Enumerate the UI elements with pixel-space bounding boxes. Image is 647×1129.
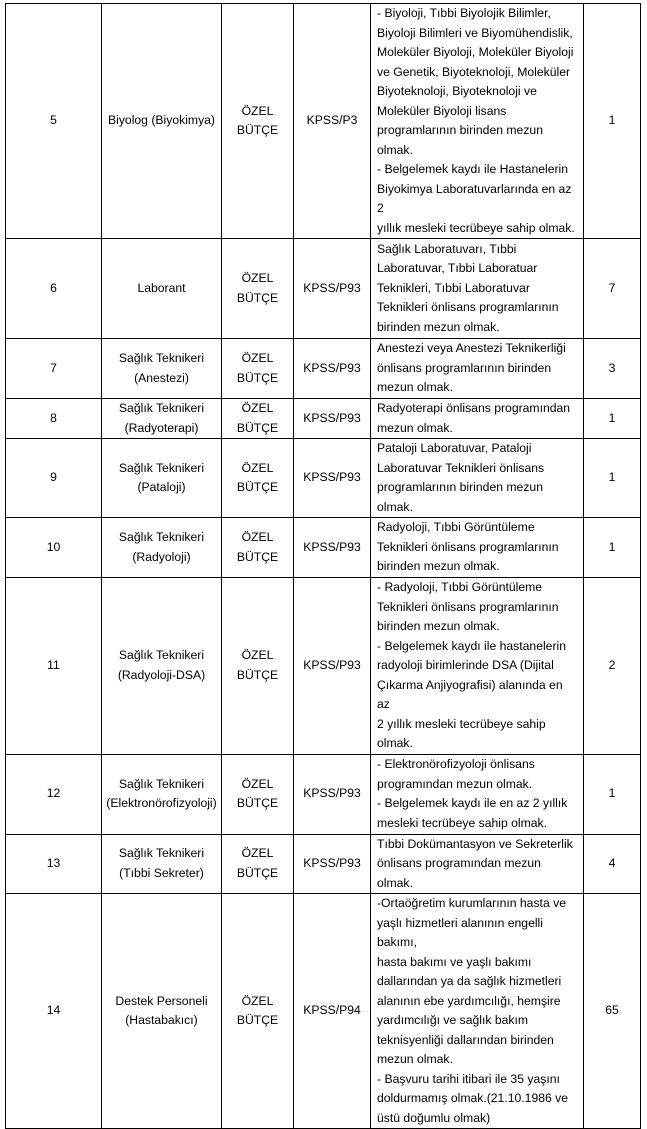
requirement-line: Sağlık Laboratuvarı, Tıbbi bbox=[377, 241, 517, 256]
requirement-line: -Ortaöğretim kurumlarının hasta ve bbox=[377, 896, 566, 910]
position-count: 3 bbox=[608, 360, 616, 375]
requirement-line: Teknikleri önlisans programlarının bbox=[377, 599, 559, 614]
table-row bbox=[6, 399, 641, 439]
requirement-line: Tıbbi Dokümantasyon ve Sekreterlik bbox=[377, 836, 573, 851]
requirement-line: - Belgelemek kaydı ile Hastanelerin bbox=[377, 162, 569, 176]
position-count-cell bbox=[584, 754, 641, 834]
position-count: 65 bbox=[605, 1003, 619, 1018]
budget-line: ÖZEL bbox=[241, 846, 274, 861]
row-number: 12 bbox=[46, 786, 61, 801]
budget-line: BÜTÇE bbox=[236, 290, 279, 305]
kpss-cell bbox=[294, 518, 371, 578]
kpss-code: KPSS/P93 bbox=[303, 539, 361, 554]
row-number-cell bbox=[6, 754, 102, 834]
requirements-cell bbox=[371, 399, 584, 439]
requirement-line: Çıkarma Anjiyografisi) alanında en az bbox=[377, 677, 563, 711]
position-title-cell bbox=[102, 518, 222, 578]
budget-line: BÜTÇE bbox=[236, 480, 279, 494]
requirement-line: Teknikleri önlisans programlarının bbox=[377, 300, 559, 315]
position-count-cell bbox=[584, 578, 641, 755]
position-title-line: Sağlık Teknikeri bbox=[118, 776, 205, 791]
requirements-cell bbox=[371, 239, 584, 339]
position-title-line: Sağlık Teknikeri bbox=[118, 460, 205, 475]
requirement-line: Anestezi veya Anestezi Teknikerliği bbox=[377, 341, 566, 356]
kpss-code: KPSS/P94 bbox=[303, 1003, 361, 1018]
position-title-cell bbox=[102, 754, 222, 834]
budget-line: BÜTÇE bbox=[236, 420, 279, 435]
requirement-line: birinden mezun olmak. bbox=[377, 559, 500, 574]
requirements-cell bbox=[371, 578, 584, 755]
position-count: 1 bbox=[608, 786, 616, 801]
requirement-line: önlisans programından mezun olmak. bbox=[377, 856, 541, 890]
table-row bbox=[6, 834, 641, 894]
requirement-line: Biyokimya Laboratuvarlarında en az 2 bbox=[377, 181, 572, 215]
row-number: 11 bbox=[47, 658, 60, 672]
requirement-line: doldurmamış olmak.(21.10.1986 ve bbox=[377, 1091, 569, 1105]
position-title-cell bbox=[102, 339, 222, 399]
position-count-cell bbox=[584, 399, 641, 439]
requirement-line: mezun olmak. bbox=[377, 1052, 453, 1066]
requirements-cell bbox=[371, 834, 584, 894]
requirement-line: programlarının birinden mezun olmak. bbox=[377, 123, 543, 157]
requirement-line: Laboratuvar Teknikleri önlisans bbox=[377, 460, 545, 475]
kpss-cell bbox=[294, 894, 371, 1129]
position-title-line: Sağlık Teknikeri bbox=[118, 530, 205, 544]
row-number: 5 bbox=[50, 113, 57, 128]
budget-line: BÜTÇE bbox=[236, 865, 279, 880]
requirement-line: ve Genetik, Biyoteknoloji, Moleküler bbox=[377, 64, 571, 79]
kpss-cell bbox=[294, 754, 371, 834]
position-title-line: Laborant bbox=[137, 280, 186, 295]
budget-cell bbox=[222, 754, 294, 834]
table-row bbox=[6, 894, 641, 1129]
row-number: 9 bbox=[50, 470, 57, 485]
row-number: 10 bbox=[46, 539, 61, 554]
requirements-cell bbox=[371, 894, 584, 1129]
requirement-line: Moleküler Biyoloji lisans bbox=[377, 103, 507, 118]
budget-cell bbox=[222, 239, 294, 339]
budget-line: ÖZEL bbox=[241, 401, 274, 415]
table-row bbox=[6, 4, 641, 239]
position-count-cell bbox=[584, 439, 641, 518]
requirement-line: hasta bakımı ve yaşlı bakımı bbox=[377, 954, 532, 969]
position-count: 1 bbox=[608, 539, 616, 554]
requirement-line: Radyoterapi önlisans programından bbox=[377, 401, 571, 415]
requirement-line: yaşlı hizmetleri alanının engelli bakımı, bbox=[377, 915, 543, 949]
positions-table bbox=[5, 3, 641, 1129]
requirement-line: Pataloji Laboratuvar, Pataloji bbox=[377, 441, 532, 455]
position-title-line: (Pataloji) bbox=[137, 480, 186, 494]
requirement-line: Biyoloji Bilimleri ve Biyomühendislik, bbox=[377, 25, 573, 40]
position-count-cell bbox=[584, 4, 641, 239]
requirement-line: Teknikleri önlisans programlarının bbox=[377, 539, 559, 554]
requirement-line: Moleküler Biyoloji, Moleküler Biyoloji bbox=[377, 45, 574, 59]
position-title-cell bbox=[102, 399, 222, 439]
requirement-line: üstü doğumlu olmak) bbox=[377, 1110, 491, 1125]
position-count-cell bbox=[584, 339, 641, 399]
position-title-line: Sağlık Teknikeri bbox=[118, 846, 205, 861]
position-title-cell bbox=[102, 439, 222, 518]
requirement-line: önlisans programlarının birinden bbox=[377, 360, 552, 375]
requirement-line: - Elektronörofizyoloji önlisans bbox=[377, 757, 535, 771]
kpss-cell bbox=[294, 239, 371, 339]
table-row bbox=[6, 339, 641, 399]
position-title-line: Sağlık Teknikeri bbox=[118, 401, 205, 415]
table-row bbox=[6, 239, 641, 339]
row-number-cell bbox=[6, 4, 102, 239]
budget-line: BÜTÇE bbox=[236, 1013, 279, 1027]
position-count: 7 bbox=[608, 280, 616, 295]
position-title-cell bbox=[102, 834, 222, 894]
row-number: 8 bbox=[50, 410, 57, 425]
requirement-line: yardımcılığı ve sağlık bakım bbox=[377, 1013, 529, 1027]
requirement-line: radyoloji birimlerinde DSA (Dijital bbox=[377, 658, 554, 672]
budget-cell bbox=[222, 339, 294, 399]
requirement-line: mezun olmak. bbox=[377, 380, 453, 395]
row-number-cell bbox=[6, 518, 102, 578]
row-number: 6 bbox=[50, 280, 57, 295]
position-count: 1 bbox=[608, 113, 616, 128]
position-title-line: (Elektronörofizyoloji) bbox=[106, 796, 217, 810]
budget-line: ÖZEL bbox=[241, 351, 274, 365]
requirement-line: programlarının birinden mezun olmak. bbox=[377, 480, 543, 514]
budget-line: ÖZEL bbox=[241, 776, 274, 791]
position-title-cell bbox=[102, 894, 222, 1129]
budget-line: ÖZEL bbox=[241, 530, 274, 544]
position-title-line: Destek Personeli bbox=[115, 993, 208, 1008]
row-number-cell bbox=[6, 578, 102, 755]
kpss-code: KPSS/P93 bbox=[303, 360, 361, 375]
position-title-line: (Tıbbi Sekreter) bbox=[119, 865, 204, 880]
budget-cell bbox=[222, 834, 294, 894]
position-title-line: Sağlık Teknikeri bbox=[118, 648, 205, 663]
requirement-line: mesleki tecrübeye sahip olmak. bbox=[377, 815, 548, 830]
kpss-code: KPSS/P93 bbox=[303, 786, 361, 801]
kpss-cell bbox=[294, 834, 371, 894]
position-count-cell bbox=[584, 518, 641, 578]
requirements-cell bbox=[371, 339, 584, 399]
budget-line: BÜTÇE bbox=[236, 667, 279, 682]
budget-line: BÜTÇE bbox=[236, 370, 279, 385]
requirement-line: Teknikleri, Tıbbi Laboratuvar bbox=[377, 280, 530, 295]
requirements-cell bbox=[371, 4, 584, 239]
position-count: 1 bbox=[608, 410, 616, 425]
requirement-line: mezun olmak. bbox=[377, 420, 453, 435]
kpss-code: KPSS/P93 bbox=[303, 470, 361, 485]
kpss-cell bbox=[294, 439, 371, 518]
kpss-code: KPSS/P93 bbox=[303, 410, 361, 425]
requirements-cell bbox=[371, 754, 584, 834]
row-number: 7 bbox=[50, 360, 57, 375]
budget-line: ÖZEL bbox=[241, 460, 274, 475]
requirement-line: Laboratuvar, Tıbbi Laboratuar bbox=[377, 261, 538, 276]
requirement-line: yıllık mesleki tecrübeye sahip olmak. bbox=[377, 220, 575, 235]
position-title-line: (Anestezi) bbox=[134, 370, 189, 385]
position-title-line: (Radyoterapi) bbox=[124, 420, 199, 435]
budget-line: ÖZEL bbox=[241, 648, 274, 663]
table-row bbox=[6, 754, 641, 834]
budget-line: ÖZEL bbox=[241, 993, 274, 1008]
budget-cell bbox=[222, 894, 294, 1129]
positions-table-body bbox=[6, 4, 641, 1129]
budget-cell bbox=[222, 399, 294, 439]
position-title-cell bbox=[102, 239, 222, 339]
row-number: 14 bbox=[46, 1003, 61, 1018]
budget-cell bbox=[222, 439, 294, 518]
table-row bbox=[6, 578, 641, 755]
row-number-cell bbox=[6, 339, 102, 399]
requirement-line: Biyoteknoloji, Biyoteknoloji ve bbox=[377, 84, 537, 98]
position-count-cell bbox=[584, 834, 641, 894]
budget-cell bbox=[222, 578, 294, 755]
requirement-line: - Radyoloji, Tıbbi Görüntüleme bbox=[377, 580, 543, 594]
position-count: 4 bbox=[608, 856, 616, 870]
table-row bbox=[6, 518, 641, 578]
row-number: 13 bbox=[46, 856, 61, 870]
position-title-line: (Hastabakıcı) bbox=[125, 1013, 198, 1027]
budget-cell bbox=[222, 518, 294, 578]
row-number-cell bbox=[6, 399, 102, 439]
budget-line: BÜTÇE bbox=[236, 796, 279, 810]
row-number-cell bbox=[6, 894, 102, 1129]
kpss-code: KPSS/P93 bbox=[303, 280, 361, 295]
requirements-cell bbox=[371, 439, 584, 518]
kpss-code: KPSS/P93 bbox=[303, 658, 361, 672]
kpss-cell bbox=[294, 399, 371, 439]
budget-cell bbox=[222, 4, 294, 239]
budget-line: ÖZEL bbox=[241, 271, 274, 285]
position-title-line: (Radyoloji) bbox=[132, 549, 191, 564]
requirement-line: programından mezun olmak. bbox=[377, 776, 533, 791]
kpss-cell bbox=[294, 339, 371, 399]
requirement-line: - Belgelemek kaydı ile hastanelerin bbox=[377, 638, 567, 653]
requirement-line: - Belgelemek kaydı ile en az 2 yıllık bbox=[377, 796, 568, 810]
requirements-cell bbox=[371, 518, 584, 578]
position-count: 1 bbox=[608, 470, 616, 485]
requirement-line: Radyoloji, Tıbbi Görüntüleme bbox=[377, 520, 535, 535]
requirement-line: birinden mezun olmak. bbox=[377, 319, 500, 334]
table-row bbox=[6, 439, 641, 518]
position-count-cell bbox=[584, 239, 641, 339]
requirement-line: alanının ebe yardımcılığı, hemşire bbox=[377, 993, 561, 1008]
position-title-line: Sağlık Teknikeri bbox=[118, 351, 205, 365]
position-title-cell bbox=[102, 4, 222, 239]
position-count-cell bbox=[584, 894, 641, 1129]
requirement-line: 2 yıllık mesleki tecrübeye sahip olmak. bbox=[377, 716, 546, 750]
requirement-line: teknisyenliği dallarından birinden bbox=[377, 1032, 554, 1047]
requirement-line: - Başvuru tarihi itibari ile 35 yaşını bbox=[377, 1071, 560, 1086]
requirement-line: - Biyoloji, Tıbbi Biyolojik Bilimler, bbox=[377, 6, 551, 20]
budget-line: BÜTÇE bbox=[236, 549, 279, 564]
budget-line: ÖZEL bbox=[241, 103, 274, 118]
position-count: 2 bbox=[608, 658, 616, 672]
position-title-line: Biyolog (Biyokimya) bbox=[107, 113, 215, 128]
row-number-cell bbox=[6, 439, 102, 518]
kpss-code: KPSS/P3 bbox=[306, 113, 358, 128]
budget-line: BÜTÇE bbox=[236, 123, 279, 137]
row-number-cell bbox=[6, 239, 102, 339]
kpss-cell bbox=[294, 578, 371, 755]
row-number-cell bbox=[6, 834, 102, 894]
kpss-cell bbox=[294, 4, 371, 239]
position-title-cell bbox=[102, 578, 222, 755]
requirement-line: dallarından ya da sağlık hizmetleri bbox=[377, 974, 562, 988]
position-title-line: (Radyoloji-DSA) bbox=[117, 667, 206, 682]
kpss-code: KPSS/P93 bbox=[303, 856, 361, 870]
requirement-line: birinden mezun olmak. bbox=[377, 619, 500, 633]
